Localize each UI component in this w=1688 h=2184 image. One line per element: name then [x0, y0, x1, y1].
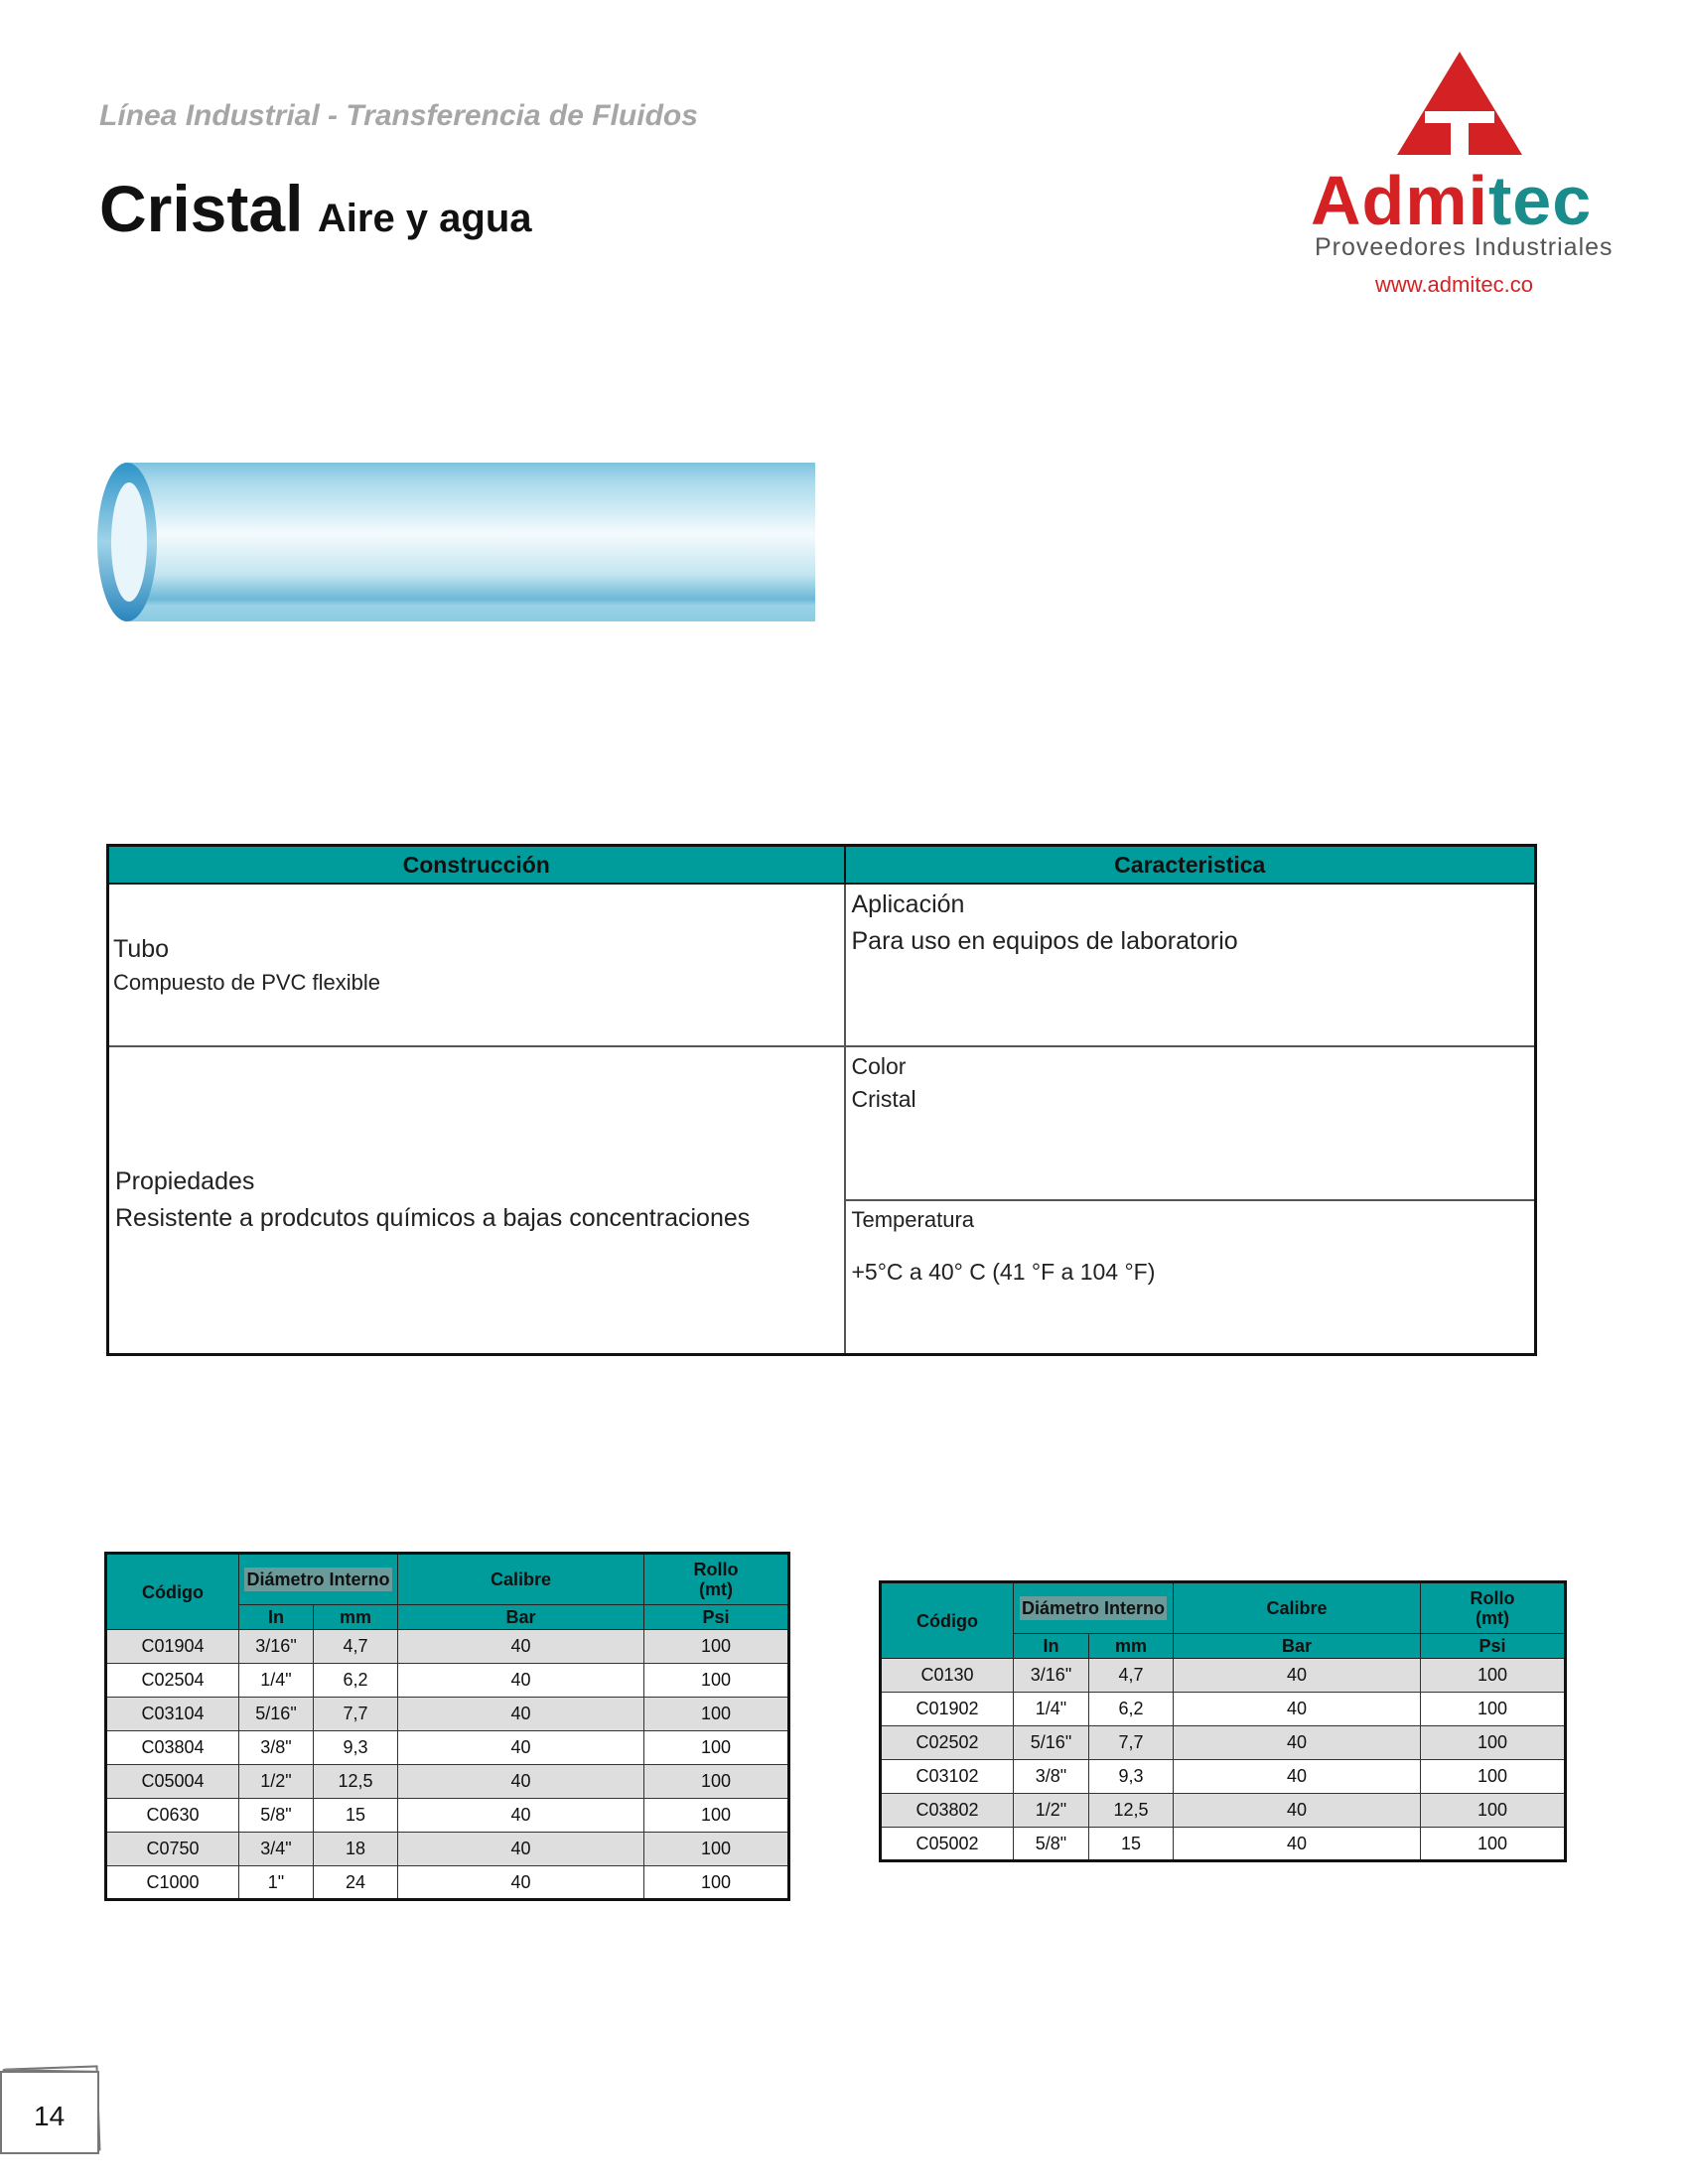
table-row: [106, 1664, 789, 1698]
bar-cell: 40: [1174, 1794, 1421, 1828]
table-row: [106, 1698, 789, 1731]
mm-header: mm: [314, 1605, 398, 1630]
brand-url: www.admitec.co: [1375, 272, 1533, 297]
bar-cell: 40: [1174, 1659, 1421, 1693]
calibre-header: Calibre: [398, 1554, 644, 1605]
psi-cell: 100: [1421, 1828, 1566, 1861]
bar-cell: 40: [398, 1698, 644, 1731]
table-1-body: [106, 1630, 789, 1900]
table-row: [881, 1828, 1566, 1861]
triangle-logo-icon: [1395, 52, 1524, 157]
product-table-1: [104, 1552, 790, 1901]
code-cell: C03104: [106, 1698, 239, 1731]
psi-cell: 100: [644, 1630, 789, 1664]
psi-cell: 100: [644, 1765, 789, 1799]
code-cell: C02504: [106, 1664, 239, 1698]
in-cell: 1/2": [1014, 1794, 1089, 1828]
page-title: [99, 171, 532, 246]
bar-cell: 40: [398, 1765, 644, 1799]
in-cell: 1/4": [1014, 1693, 1089, 1726]
diametro-header: Diámetro Interno: [1014, 1582, 1174, 1634]
in-cell: 1": [239, 1866, 314, 1900]
in-cell: 1/2": [239, 1765, 314, 1799]
table-row: [106, 1799, 789, 1833]
in-cell: 3/16": [239, 1630, 314, 1664]
mm-cell: 4,7: [314, 1630, 398, 1664]
mm-cell: 12,5: [314, 1765, 398, 1799]
psi-cell: 100: [644, 1664, 789, 1698]
page-number: 14: [34, 2101, 66, 2131]
in-cell: 1/4": [239, 1664, 314, 1698]
in-cell: 5/16": [239, 1698, 314, 1731]
table-2-body: [881, 1659, 1566, 1861]
table-row: [881, 1794, 1566, 1828]
code-cell: C0630: [106, 1799, 239, 1833]
psi-header: Psi: [644, 1605, 789, 1630]
bar-cell: 40: [1174, 1726, 1421, 1760]
bar-cell: 40: [398, 1731, 644, 1765]
tubo-cell: Tubo Compuesto de PVC flexible: [108, 884, 845, 1046]
psi-cell: 100: [644, 1799, 789, 1833]
mm-cell: 12,5: [1089, 1794, 1174, 1828]
mm-cell: 7,7: [314, 1698, 398, 1731]
propiedades-cell: Propiedades Resistente a prodcutos químicos a bajas concentraciones: [108, 1046, 845, 1354]
psi-cell: 100: [644, 1833, 789, 1866]
psi-cell: 100: [644, 1698, 789, 1731]
mm-cell: 7,7: [1089, 1726, 1174, 1760]
in-header: In: [239, 1605, 314, 1630]
product-subtitle: Aire y agua: [317, 197, 532, 240]
code-cell: C02502: [881, 1726, 1014, 1760]
code-cell: C03102: [881, 1760, 1014, 1794]
color-cell: Color Cristal: [845, 1046, 1536, 1200]
code-cell: C03802: [881, 1794, 1014, 1828]
table-row: [881, 1760, 1566, 1794]
code-cell: C03804: [106, 1731, 239, 1765]
mm-cell: 9,3: [314, 1731, 398, 1765]
table-row: [106, 1866, 789, 1900]
code-cell: C1000: [106, 1866, 239, 1900]
code-cell: C0750: [106, 1833, 239, 1866]
table-row: [106, 1765, 789, 1799]
in-cell: 5/8": [239, 1799, 314, 1833]
in-cell: 5/8": [1014, 1828, 1089, 1861]
caracteristica-header: Caracteristica: [845, 846, 1536, 885]
bar-header: Bar: [398, 1605, 644, 1630]
psi-cell: 100: [1421, 1693, 1566, 1726]
bar-header: Bar: [1174, 1634, 1421, 1659]
page-number-box: [0, 2067, 101, 2152]
bar-cell: 40: [398, 1833, 644, 1866]
product-table-2: [879, 1580, 1567, 1862]
table-row: [881, 1659, 1566, 1693]
mm-header: mm: [1089, 1634, 1174, 1659]
in-cell: 3/4": [239, 1833, 314, 1866]
table-row: [881, 1726, 1566, 1760]
section-subtitle: Línea Industrial - Transferencia de Fluidos: [99, 99, 698, 132]
bar-cell: 40: [398, 1630, 644, 1664]
code-cell: C01904: [106, 1630, 239, 1664]
diametro-header: Diámetro Interno: [239, 1554, 398, 1605]
codigo-header: Código: [106, 1554, 239, 1630]
in-cell: 3/8": [1014, 1760, 1089, 1794]
temperatura-cell: Temperatura +5°C a 40° C (41 °F a 104 °F): [845, 1200, 1536, 1354]
code-cell: C0130: [881, 1659, 1014, 1693]
table-row: [106, 1630, 789, 1664]
mm-cell: 6,2: [314, 1664, 398, 1698]
bar-cell: 40: [1174, 1760, 1421, 1794]
rollo-header: Rollo (mt): [1421, 1582, 1566, 1634]
bar-cell: 40: [398, 1866, 644, 1900]
construccion-header: Construcción: [108, 846, 845, 885]
mm-cell: 24: [314, 1866, 398, 1900]
table-row: [106, 1731, 789, 1765]
psi-cell: 100: [644, 1866, 789, 1900]
in-cell: 3/8": [239, 1731, 314, 1765]
brand-tagline: Proveedores Industriales: [1315, 233, 1614, 261]
code-cell: C01902: [881, 1693, 1014, 1726]
psi-cell: 100: [644, 1731, 789, 1765]
psi-cell: 100: [1421, 1794, 1566, 1828]
bar-cell: 40: [398, 1799, 644, 1833]
admitec-logo: [1301, 52, 1618, 310]
mm-cell: 15: [314, 1799, 398, 1833]
table-row: [106, 1833, 789, 1866]
code-cell: C05004: [106, 1765, 239, 1799]
mm-cell: 18: [314, 1833, 398, 1866]
in-cell: 3/16": [1014, 1659, 1089, 1693]
psi-header: Psi: [1421, 1634, 1566, 1659]
psi-cell: 100: [1421, 1659, 1566, 1693]
mm-cell: 6,2: [1089, 1693, 1174, 1726]
psi-cell: 100: [1421, 1726, 1566, 1760]
mm-cell: 15: [1089, 1828, 1174, 1861]
calibre-header: Calibre: [1174, 1582, 1421, 1634]
mm-cell: 4,7: [1089, 1659, 1174, 1693]
rollo-header: Rollo (mt): [644, 1554, 789, 1605]
bar-cell: 40: [1174, 1828, 1421, 1861]
in-cell: 5/16": [1014, 1726, 1089, 1760]
brand-name: Admitec: [1311, 162, 1593, 239]
bar-cell: 40: [398, 1664, 644, 1698]
tube-image: [94, 459, 817, 625]
bar-cell: 40: [1174, 1693, 1421, 1726]
spec-table: [106, 844, 1537, 1356]
codigo-header: Código: [881, 1582, 1014, 1659]
table-row: [881, 1693, 1566, 1726]
in-header: In: [1014, 1634, 1089, 1659]
aplicacion-cell: Aplicación Para uso en equipos de laboratorio: [845, 884, 1536, 1046]
psi-cell: 100: [1421, 1760, 1566, 1794]
code-cell: C05002: [881, 1828, 1014, 1861]
mm-cell: 9,3: [1089, 1760, 1174, 1794]
product-name: Cristal: [99, 172, 304, 245]
